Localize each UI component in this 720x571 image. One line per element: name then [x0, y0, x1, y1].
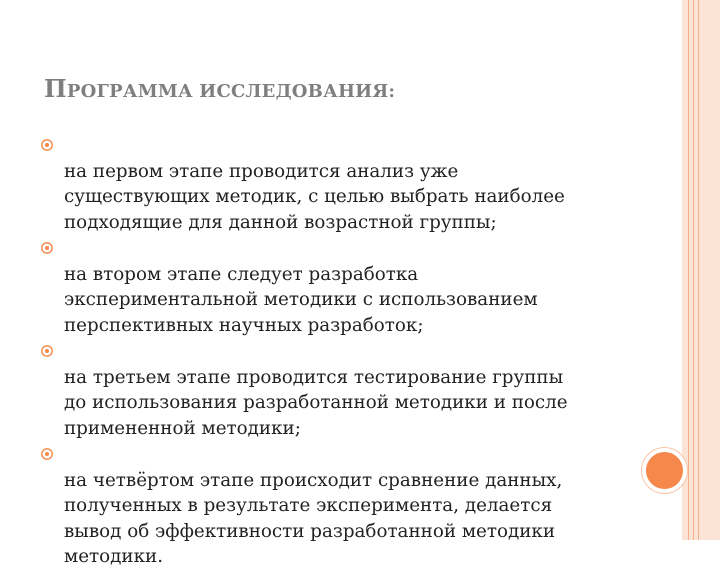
- sun-icon: [40, 344, 54, 358]
- list-item: [40, 339, 630, 441]
- bullet-text: на четвёртом этапе происходит сравнение данных, полученных в результате эксперимента, делается вывод об эффективности разработанной методики методики.: [64, 469, 563, 567]
- accent-circle: [642, 448, 687, 493]
- bullet-text: на втором этапе следует разработка экспериментальной методики с использованием перспективных научных разработок;: [64, 263, 538, 336]
- frame-line: [693, 0, 694, 540]
- frame-line: [688, 0, 689, 540]
- bullet-list: [40, 133, 630, 571]
- frame-line: [698, 0, 699, 540]
- list-item: [40, 236, 630, 338]
- slide-title-initial: П: [44, 74, 67, 103]
- list-item: [40, 133, 630, 235]
- sun-icon: [40, 241, 54, 255]
- bullet-text: на третьем этапе проводится тестирование группы до использования разработанной методики и после примененной методики;: [64, 366, 568, 439]
- slide-title: [44, 74, 395, 103]
- sun-icon: [40, 447, 54, 461]
- list-item: [40, 442, 630, 570]
- sun-icon: [40, 138, 54, 152]
- bullet-text: на первом этапе проводится анализ уже существующих методик, с целью выбрать наиболее подходящие для данной возрастной группы;: [64, 160, 565, 233]
- decorative-frame: [682, 0, 720, 540]
- slide-title-rest: РОГРАММА ИССЛЕДОВАНИЯ:: [66, 81, 396, 102]
